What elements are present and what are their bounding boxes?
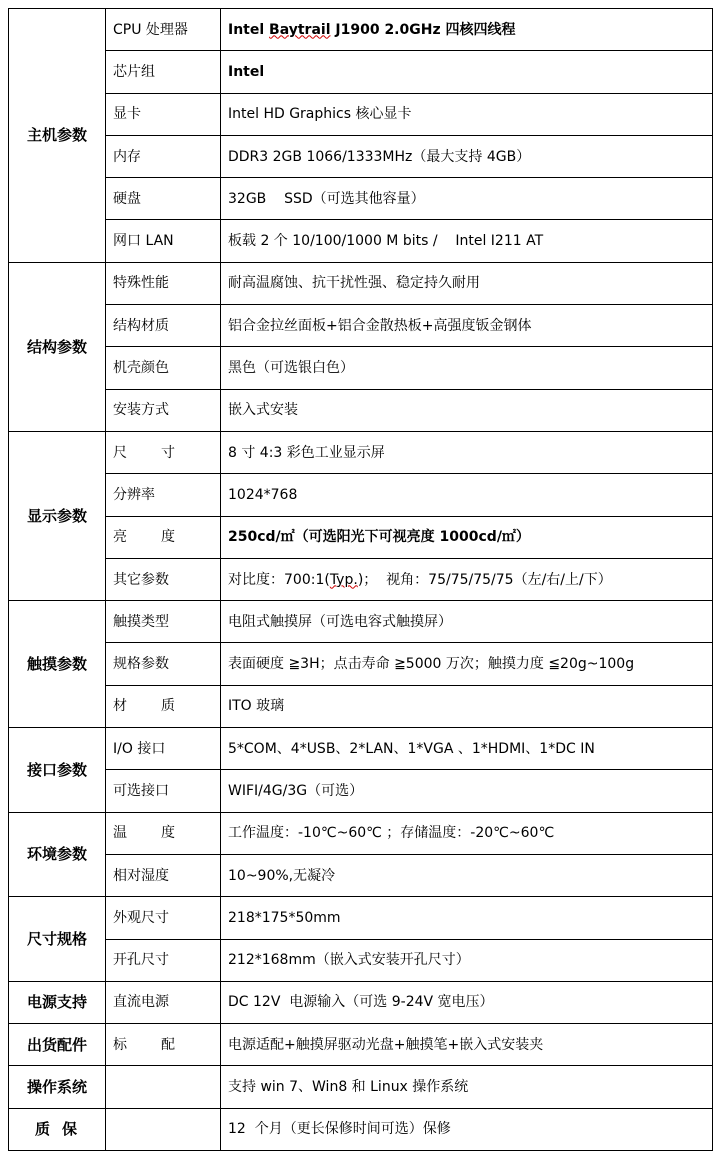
row-value: 表面硬度 ≧3H；点击寿命 ≧5000 万次；触摸力度 ≦20g~100g (221, 643, 713, 685)
row-value: 12 个月（更长保修时间可选）保修 (221, 1108, 713, 1150)
row-label: 直流电源 (106, 981, 221, 1023)
table-row (9, 854, 713, 896)
table-row (9, 305, 713, 347)
row-value: 铝合金拉丝面板+铝合金散热板+高强度钣金钢体 (221, 305, 713, 347)
table-row (9, 1108, 713, 1150)
row-value: WIFI/4G/3G（可选） (221, 770, 713, 812)
row-label: 标配 (106, 1024, 221, 1066)
category-env: 环境参数 (9, 812, 106, 897)
row-value: 电阻式触摸屏（可选电容式触摸屏） (221, 601, 713, 643)
category-io: 接口参数 (9, 728, 106, 813)
row-label: 网口 LAN (106, 220, 221, 262)
row-value: 8 寸 4:3 彩色工业显示屏 (221, 431, 713, 473)
row-value: 10~90%,无凝冷 (221, 854, 713, 896)
row-label: 分辨率 (106, 474, 221, 516)
table-row (9, 770, 713, 812)
row-value: 工作温度：-10℃~60℃ ；存储温度：-20℃~60℃ (221, 812, 713, 854)
row-label: 结构材质 (106, 305, 221, 347)
category-structure: 结构参数 (9, 262, 106, 431)
row-value: 1024*768 (221, 474, 713, 516)
table-row (9, 178, 713, 220)
row-value: 支持 win 7、Win8 和 Linux 操作系统 (221, 1066, 713, 1108)
row-value: DC 12V 电源输入（可选 9-24V 宽电压） (221, 981, 713, 1023)
row-label: 规格参数 (106, 643, 221, 685)
table-row (9, 685, 713, 727)
category-os: 操作系统 (9, 1066, 106, 1108)
table-row (9, 812, 713, 854)
table-row (9, 1024, 713, 1066)
table-row (9, 51, 713, 93)
table-row (9, 135, 713, 177)
row-label (106, 1066, 221, 1108)
row-value: 32GB SSD（可选其他容量） (221, 178, 713, 220)
table-row (9, 897, 713, 939)
row-label: 温度 (106, 812, 221, 854)
row-label: 芯片组 (106, 51, 221, 93)
table-row (9, 9, 713, 51)
table-row (9, 981, 713, 1023)
row-value: 对比度：700:1(Typ.)； 视角：75/75/75/75（左/右/上/下） (221, 558, 713, 600)
row-label: 显卡 (106, 93, 221, 135)
row-value: 电源适配+触摸屏驱动光盘+触摸笔+嵌入式安装夹 (221, 1024, 713, 1066)
table-row (9, 601, 713, 643)
row-label: 特殊性能 (106, 262, 221, 304)
table-row (9, 643, 713, 685)
row-value: 板载 2 个 10/100/1000 M bits / Intel I211 AT (221, 220, 713, 262)
category-power: 电源支持 (9, 981, 106, 1023)
row-value: DDR3 2GB 1066/1333MHz（最大支持 4GB） (221, 135, 713, 177)
row-label: 开孔尺寸 (106, 939, 221, 981)
table-row (9, 347, 713, 389)
row-value: Intel Baytrail J1900 2.0GHz 四核四线程 (221, 9, 713, 51)
category-host: 主机参数 (9, 9, 106, 263)
table-row (9, 1066, 713, 1108)
row-value: ITO 玻璃 (221, 685, 713, 727)
table-row (9, 728, 713, 770)
table-row (9, 262, 713, 304)
row-label: 其它参数 (106, 558, 221, 600)
table-row (9, 939, 713, 981)
row-label: 亮度 (106, 516, 221, 558)
row-value: 耐高温腐蚀、抗干扰性强、稳定持久耐用 (221, 262, 713, 304)
row-label: 尺寸 (106, 431, 221, 473)
table-row (9, 558, 713, 600)
row-label: 可选接口 (106, 770, 221, 812)
category-display: 显示参数 (9, 431, 106, 600)
row-label: 材质 (106, 685, 221, 727)
row-label: 相对湿度 (106, 854, 221, 896)
row-label: 触摸类型 (106, 601, 221, 643)
row-value: 250cd/㎡（可选阳光下可视亮度 1000cd/㎡） (221, 516, 713, 558)
row-label: I/O 接口 (106, 728, 221, 770)
category-accessories: 出货配件 (9, 1024, 106, 1066)
row-label: 安装方式 (106, 389, 221, 431)
row-value: 黑色（可选银白色） (221, 347, 713, 389)
row-label: 机壳颜色 (106, 347, 221, 389)
spellcheck-word: Typ. (329, 571, 358, 588)
row-value: 5*COM、4*USB、2*LAN、1*VGA 、1*HDMI、1*DC IN (221, 728, 713, 770)
row-label: 外观尺寸 (106, 897, 221, 939)
row-value: Intel (221, 51, 713, 93)
row-label: 内存 (106, 135, 221, 177)
row-label: CPU 处理器 (106, 9, 221, 51)
row-label: 硬盘 (106, 178, 221, 220)
row-value: 212*168mm（嵌入式安装开孔尺寸） (221, 939, 713, 981)
table-row (9, 516, 713, 558)
category-touch: 触摸参数 (9, 601, 106, 728)
category-warranty: 质保 (9, 1108, 106, 1150)
table-row (9, 389, 713, 431)
row-value: 嵌入式安装 (221, 389, 713, 431)
spec-table (8, 8, 713, 1151)
row-label (106, 1108, 221, 1150)
table-row (9, 93, 713, 135)
table-row (9, 431, 713, 473)
table-row (9, 474, 713, 516)
spellcheck-word: Baytrail (269, 21, 331, 38)
table-row (9, 220, 713, 262)
category-size: 尺寸规格 (9, 897, 106, 982)
row-value: Intel HD Graphics 核心显卡 (221, 93, 713, 135)
row-value: 218*175*50mm (221, 897, 713, 939)
